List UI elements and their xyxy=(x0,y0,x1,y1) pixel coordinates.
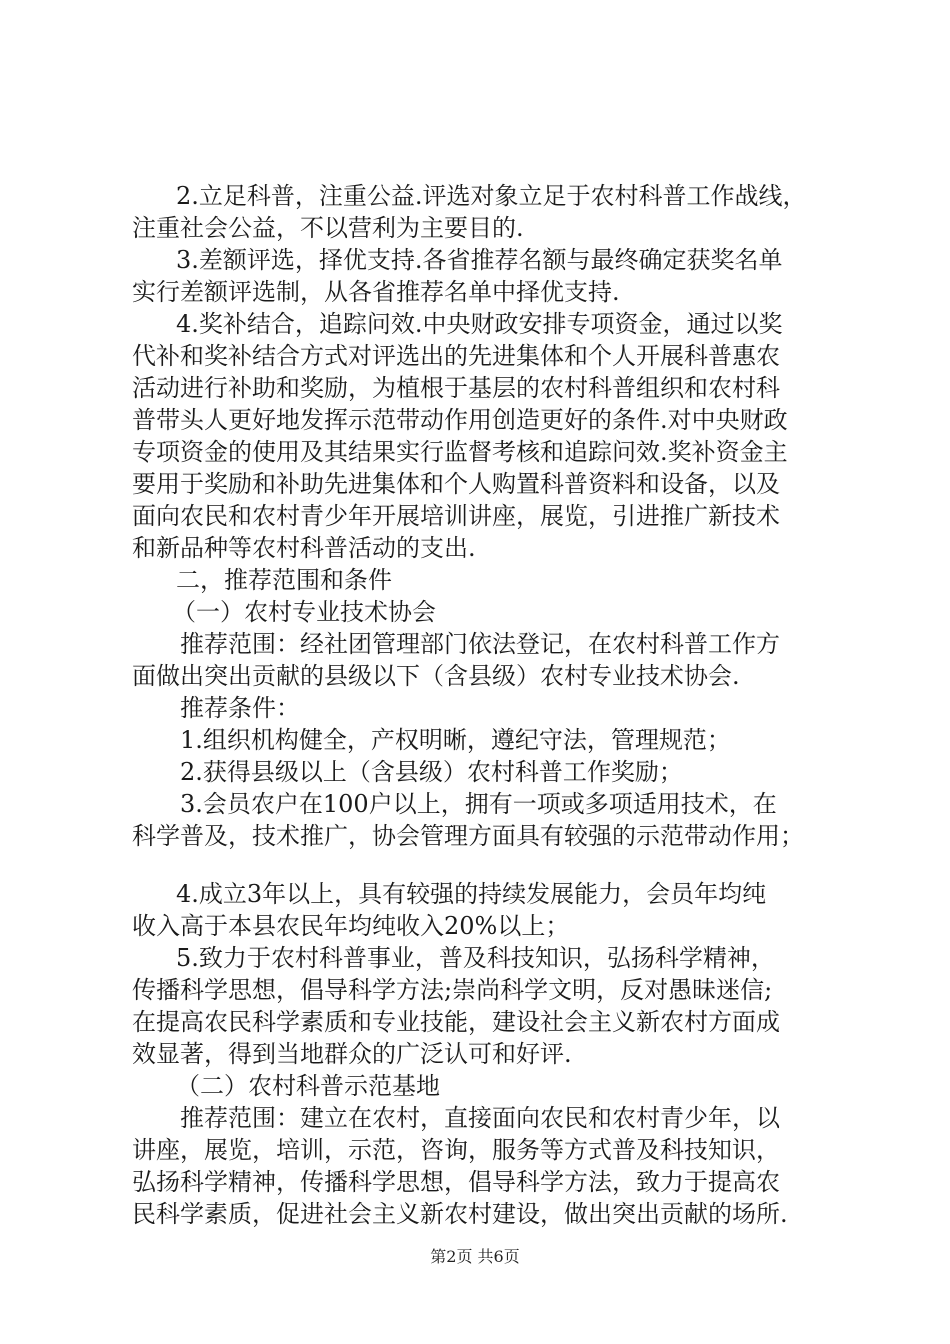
paragraph-line: 推荐条件： xyxy=(180,694,300,722)
paragraph-line: 3.会员农户在100户以上，拥有一项或多项适用技术，在 xyxy=(180,790,777,818)
paragraph-line: 注重社会公益，不以营利为主要目的. xyxy=(132,214,524,242)
paragraph-line: 效显著，得到当地群众的广泛认可和好评. xyxy=(132,1040,572,1068)
paragraph-line: 代补和奖补结合方式对评选出的先进集体和个人开展科普惠农 xyxy=(132,342,780,370)
paragraph-line: 专项资金的使用及其结果实行监督考核和追踪问效.奖补资金主 xyxy=(132,438,788,466)
paragraph-line: 传播科学思想，倡导科学方法;崇尚科学文明，反对愚昧迷信; xyxy=(132,976,773,1004)
paragraph-line: 弘扬科学精神，传播科学思想，倡导科学方法，致力于提高农 xyxy=(132,1168,780,1196)
subsection-heading: （二）农村科普示范基地 xyxy=(176,1072,440,1100)
paragraph-line: 普带头人更好地发挥示范带动作用创造更好的条件.对中央财政 xyxy=(132,406,788,434)
section-heading: 二，推荐范围和条件 xyxy=(176,566,392,594)
paragraph-line: 民科学素质，促进社会主义新农村建设，做出突出贡献的场所. xyxy=(132,1200,788,1228)
paragraph-line: 在提高农民科学素质和专业技能，建设社会主义新农村方面成 xyxy=(132,1008,780,1036)
paragraph-line: 5.致力于农村科普事业，普及科技知识，弘扬科学精神， xyxy=(176,944,775,972)
paragraph-line: 面做出突出贡献的县级以下（含县级）农村专业技术协会. xyxy=(132,662,740,690)
paragraph-line: 4.奖补结合，追踪问效.中央财政安排专项资金，通过以奖 xyxy=(176,310,783,338)
page-footer: 第2页 共6页 xyxy=(430,1247,520,1266)
paragraph-line: 2.立足科普，注重公益.评选对象立足于农村科普工作战线， xyxy=(176,182,807,210)
paragraph-line: 和新品种等农村科普活动的支出. xyxy=(132,534,476,562)
paragraph-line: 活动进行补助和奖励，为植根于基层的农村科普组织和农村科 xyxy=(132,374,780,402)
paragraph-line: 收入高于本县农民年均纯收入20%以上； xyxy=(132,912,570,940)
paragraph-line: 实行差额评选制，从各省推荐名单中择优支持. xyxy=(132,278,620,306)
paragraph-line: 4.成立3年以上，具有较强的持续发展能力，会员年均纯 xyxy=(176,880,767,908)
paragraph-line: 推荐范围：经社团管理部门依法登记，在农村科普工作方 xyxy=(180,630,780,658)
paragraph-line: 3.差额评选，择优支持.各省推荐名额与最终确定获奖名单 xyxy=(176,246,783,274)
paragraph-line: 要用于奖励和补助先进集体和个人购置科普资料和设备，以及 xyxy=(132,470,780,498)
paragraph-line: 推荐范围：建立在农村，直接面向农民和农村青少年，以 xyxy=(180,1104,780,1132)
paragraph-line: 科学普及，技术推广，协会管理方面具有较强的示范带动作用； xyxy=(132,822,804,850)
subsection-heading: （一）农村专业技术协会 xyxy=(172,598,436,626)
paragraph-line: 讲座，展览，培训，示范，咨询，服务等方式普及科技知识， xyxy=(132,1136,780,1164)
paragraph-line: 1.组织机构健全，产权明晰，遵纪守法，管理规范； xyxy=(180,726,731,754)
paragraph-line: 2.获得县级以上（含县级）农村科普工作奖励； xyxy=(180,758,683,786)
paragraph-line: 面向农民和农村青少年开展培训讲座，展览，引进推广新技术 xyxy=(132,502,780,530)
